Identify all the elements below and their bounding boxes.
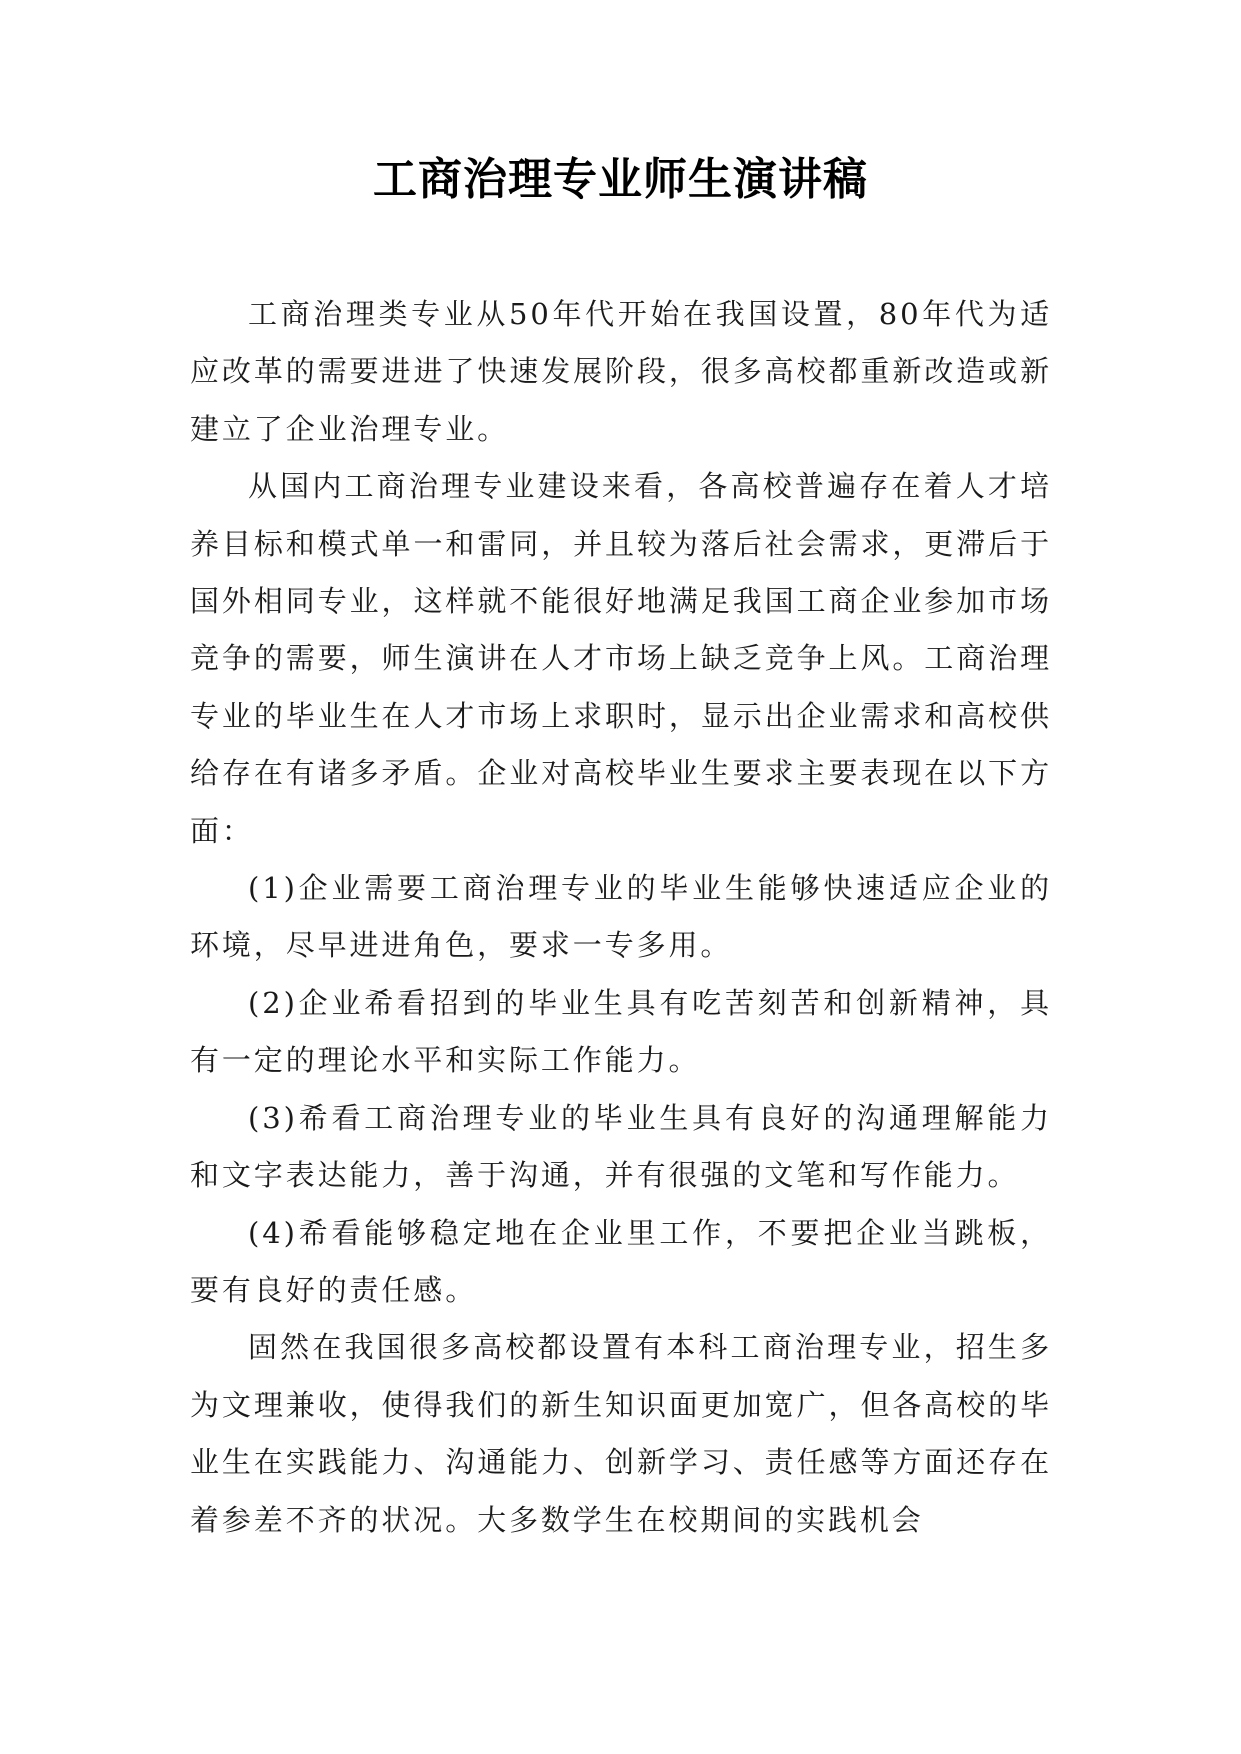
paragraph-conclusion: 固然在我国很多高校都设置有本科工商治理专业，招生多为文理兼收，使得我们的新生知识面更加宽广，但各高校的毕业生在实践能力、沟通能力、创新学习、责任感等方面还存在着参差不齐的状况。大多数学生在校期间的实践机会 xyxy=(190,1330,1052,1537)
document-title: 工商治理专业师生演讲稿 xyxy=(373,154,868,205)
document-body xyxy=(190,286,1052,1549)
paragraph-requirement-3: (3)希看工商治理专业的毕业生具有良好的沟通理解能力和文字表达能力，善于沟通，并有很强的文笔和写作能力。 xyxy=(190,1100,1052,1193)
paragraph-domestic-status: 从国内工商治理专业建设来看，各高校普遍存在着人才培养目标和模式单一和雷同，并且较为落后社会需求，更滞后于国外相同专业，这样就不能很好地满足我国工商企业参加市场竞争的需要，师生演讲在人才市场上缺乏竞争上风。工商治理专业的毕业生在人才市场上求职时，显示出企业需求和高校供给存在有诸多矛盾。企业对高校毕业生要求主要表现在以下方面： xyxy=(190,469,1052,848)
paragraph-requirement-2: (2)企业希看招到的毕业生具有吃苦刻苦和创新精神，具有一定的理论水平和实际工作能力。 xyxy=(190,985,1052,1078)
paragraph-requirement-4: (4)希看能够稳定地在企业里工作，不要把企业当跳板，要有良好的责任感。 xyxy=(190,1215,1052,1307)
paragraph-requirement-1: (1)企业需要工商治理专业的毕业生能够快速适应企业的环境，尽早进进角色，要求一专多用。 xyxy=(190,871,1052,963)
paragraph-intro: 工商治理类专业从50年代开始在我国设置，80年代为适应改革的需要进进了快速发展阶段，很多高校都重新改造或新建立了企业治理专业。 xyxy=(190,297,1052,446)
